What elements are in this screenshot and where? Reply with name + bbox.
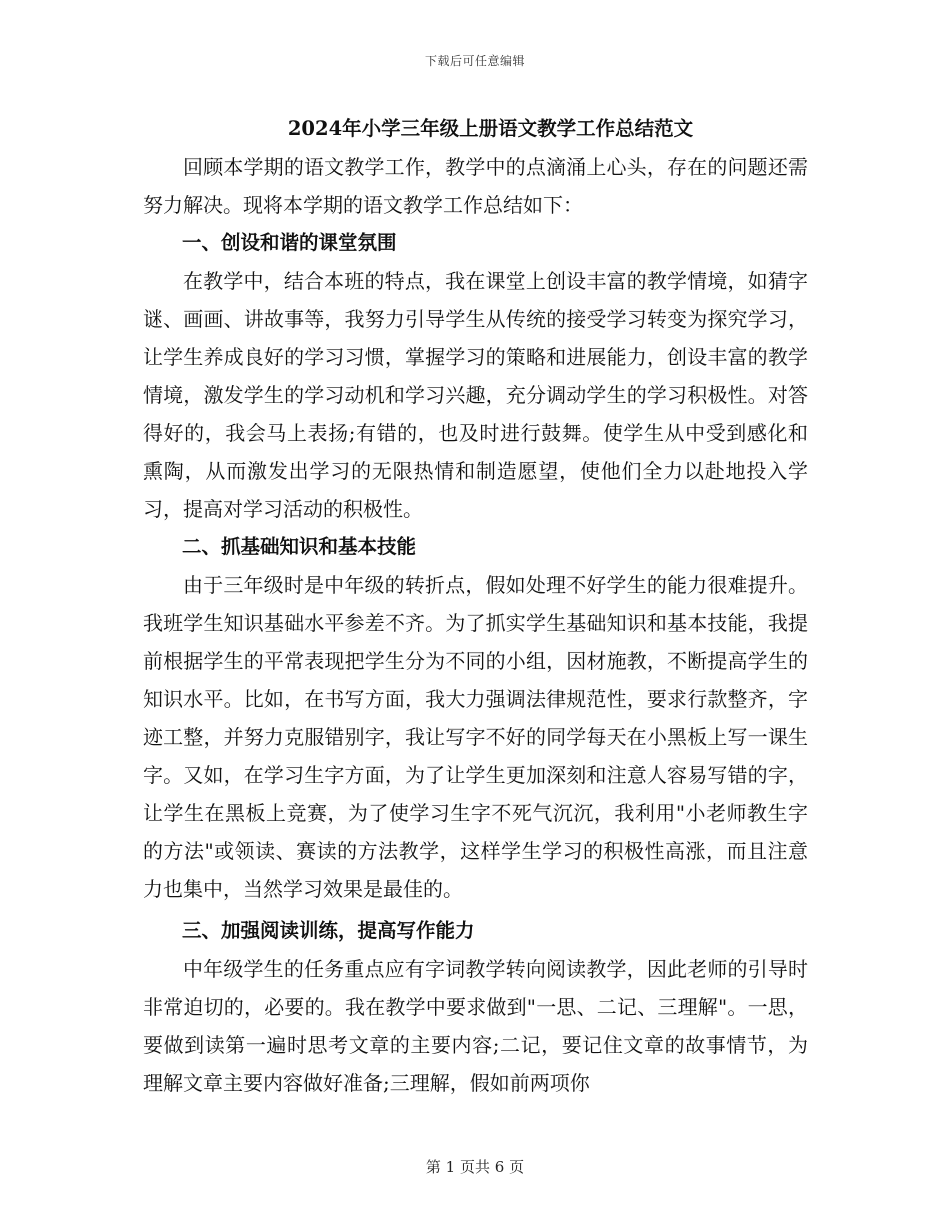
- intro-paragraph: 回顾本学期的语文教学工作，教学中的点滴涌上心头，存在的问题还需努力解决。现将本学期的语文教学工作总结如下：: [143, 155, 808, 217]
- page-header: 下载后可任意编辑: [424, 54, 525, 68]
- section-heading-2: 二、抓基础知识和基本技能: [182, 535, 417, 558]
- page-footer: 第 1 页共 6 页: [425, 1158, 525, 1176]
- document-title: 2024年小学三年级上册语文教学工作总结范文: [287, 117, 694, 140]
- document-body: [143, 110, 808, 1102]
- section-body-2: 由于三年级时是中年级的转折点，假如处理不好学生的能力很难提升。我班学生知识基础水平参差不齐。为了抓实学生基础知识和基本技能，我提前根据学生的平常表现把学生分为不同的小组，因材施教，不断提高学生的知识水平。比如，在书写方面，我大力强调法律规范性，要求行款整齐，字迹工整，并努力克服错别字，我让写字不好的同学每天在小黑板上写一课生字。又如，在学习生字方面，为了让学生更加深刻和注意人容易写错的字，让学生在黑板上竞赛，为了使学习生字不死气沉沉，我利用"小老师教生字的方法"或领读、赛读的方法教学，这样学生学习的积极性高涨，而且注意力也集中，当然学习效果是最佳的。: [143, 573, 808, 901]
- section-body-1: 在教学中，结合本班的特点，我在课堂上创设丰富的教学情境，如猜字谜、画画、讲故事等，我努力引导学生从传统的接受学习转变为探究学习，让学生养成良好的学习习惯，掌握学习的策略和进展能力，创设丰富的教学情境，激发学生的学习动机和学习兴趣，充分调动学生的学习积极性。对答得好的，我会马上表扬;有错的，也及时进行鼓舞。使学生从中受到感化和熏陶，从而激发出学习的无限热情和制造愿望，使他们全力以赴地投入学习，提高对学习活动的积极性。: [143, 269, 808, 521]
- section-body-3: 中年级学生的任务重点应有字词教学转向阅读教学，因此老师的引导时非常迫切的，必要的。我在教学中要求做到"一思、二记、三理解"。一思，要做到读第一遍时思考文章的主要内容;二记，要记住文章的故事情节，为理解文章主要内容做好准备;三理解，假如前两项你: [143, 957, 808, 1095]
- section-heading-3: 三、加强阅读训练，提高写作能力: [182, 919, 475, 942]
- section-heading-1: 一、创设和谐的课堂氛围: [182, 231, 397, 254]
